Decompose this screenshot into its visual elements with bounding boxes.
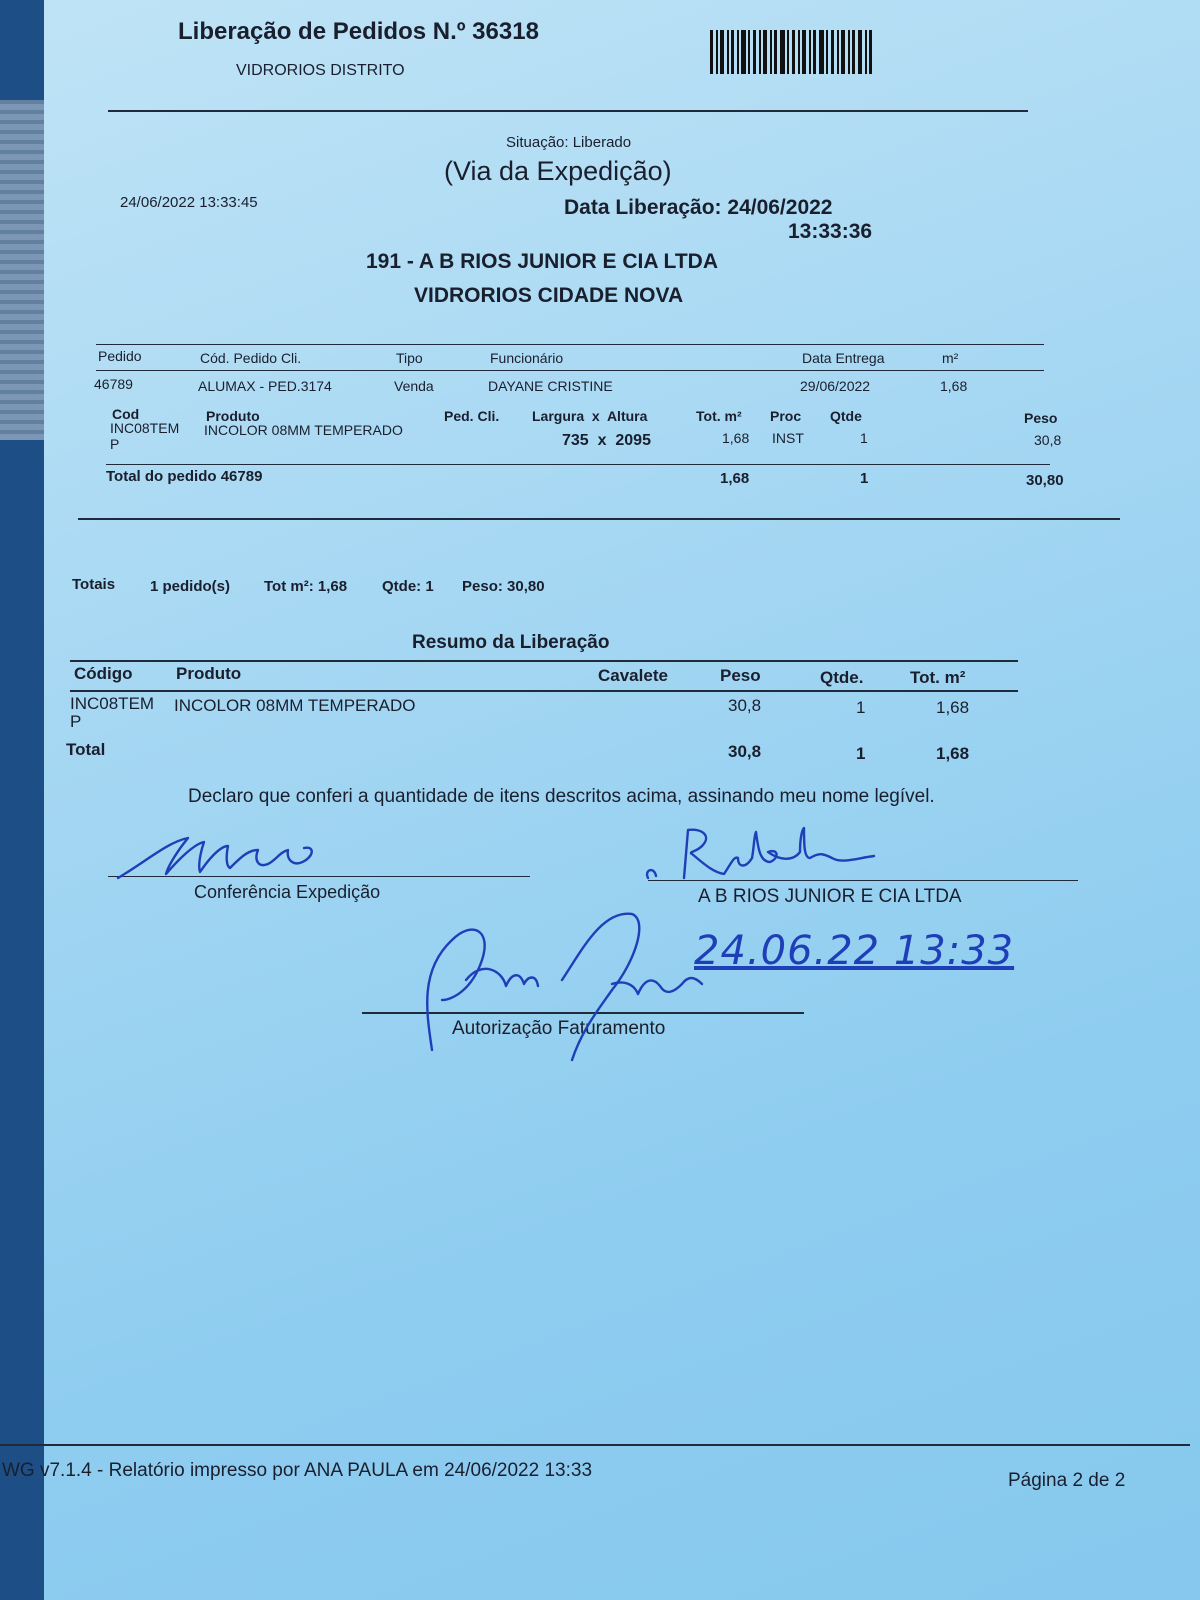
summary-cod-line2: P xyxy=(70,712,82,731)
copy-label: (Via da Expedição) xyxy=(444,156,672,186)
footer-page-number: Página 2 de 2 xyxy=(1008,1470,1126,1491)
issuer-company: VIDRORIOS DISTRITO xyxy=(236,62,405,79)
summary-col-cavalete: Cavalete xyxy=(598,666,668,685)
item-tot-m2: 1,68 xyxy=(722,430,750,446)
summary-total-tot-m2: 1,68 xyxy=(936,744,970,763)
summary-col-qtde: Qtde. xyxy=(820,668,864,687)
order-header-line xyxy=(96,370,1044,371)
summary-top-line xyxy=(70,660,1018,662)
totals-qtde: Qtde: 1 xyxy=(382,578,434,595)
order-total-line xyxy=(106,464,1050,465)
item-col-ped-cli: Ped. Cli. xyxy=(444,408,500,424)
footer-line xyxy=(0,1444,1190,1446)
col-pedido: Pedido xyxy=(98,348,142,364)
item-col-tot-m2: Tot. m² xyxy=(696,408,742,424)
item-dimensions: 735 x 2095 xyxy=(562,432,651,449)
barcode xyxy=(710,30,872,74)
signature-right-handwritten xyxy=(642,818,902,888)
printed-timestamp: 24/06/2022 13:33:45 xyxy=(120,194,258,211)
totals-pedidos: 1 pedido(s) xyxy=(150,578,231,595)
signature-left-handwritten xyxy=(108,820,348,890)
summary-title: Resumo da Liberação xyxy=(412,632,610,653)
header-divider xyxy=(108,110,1028,112)
summary-tot-m2: 1,68 xyxy=(936,698,970,717)
signature-label-left: Conferência Expedição xyxy=(194,882,381,902)
client-store: VIDRORIOS CIDADE NOVA xyxy=(414,284,684,307)
summary-col-codigo: Código xyxy=(74,664,133,683)
col-m2: m² xyxy=(942,350,959,366)
release-date: Data Liberação: 24/06/2022 xyxy=(564,196,833,219)
order-funcionario: DAYANE CRISTINE xyxy=(488,378,613,394)
col-cod-pedido-cli: Cód. Pedido Cli. xyxy=(200,350,302,366)
item-produto: INCOLOR 08MM TEMPERADO xyxy=(204,422,403,438)
footer-report-info: WG v7.1.4 - Relatório impresso por ANA PAULA em 24/06/2022 13:33 xyxy=(2,1460,593,1481)
signature-label-right: A B RIOS JUNIOR E CIA LTDA xyxy=(698,886,962,907)
order-data-entrega: 29/06/2022 xyxy=(800,378,871,394)
order-section-bottom-line xyxy=(78,518,1120,520)
document-page xyxy=(2,0,1200,1600)
item-col-produto: Produto xyxy=(206,408,260,424)
summary-total-qtde: 1 xyxy=(856,744,866,763)
signature-center-handwritten xyxy=(412,900,712,1065)
summary-col-peso: Peso xyxy=(720,666,761,685)
document-title: Liberação de Pedidos N.º 36318 xyxy=(178,18,539,45)
order-pedido: 46789 xyxy=(94,376,133,392)
order-total-peso: 30,80 xyxy=(1026,472,1064,489)
item-col-peso: Peso xyxy=(1024,410,1058,426)
totals-m2: Tot m²: 1,68 xyxy=(264,578,348,595)
order-m2: 1,68 xyxy=(940,378,968,394)
summary-peso: 30,8 xyxy=(728,696,762,715)
order-total-m2: 1,68 xyxy=(720,470,750,487)
declaration-text: Declaro que conferi a quantidade de itens descritos acima, assinando meu nome legível. xyxy=(188,786,935,807)
summary-cod-line1: INC08TEM xyxy=(70,694,155,713)
summary-total-peso: 30,8 xyxy=(728,742,762,761)
col-funcionario: Funcionário xyxy=(490,350,564,366)
order-tipo: Venda xyxy=(394,378,434,394)
col-tipo: Tipo xyxy=(396,350,423,366)
totals-peso: Peso: 30,80 xyxy=(462,578,545,595)
totals-label: Totais xyxy=(72,576,116,593)
item-peso: 30,8 xyxy=(1034,432,1062,448)
release-time: 13:33:36 xyxy=(788,220,873,243)
order-total-label: Total do pedido 46789 xyxy=(106,468,263,485)
item-cod-line1: INC08TEM xyxy=(110,420,180,436)
item-qtde: 1 xyxy=(860,430,868,446)
summary-col-produto: Produto xyxy=(176,664,242,683)
order-total-qtde: 1 xyxy=(860,470,869,487)
order-table-top-line xyxy=(96,344,1044,345)
item-cod-line2: P xyxy=(110,436,120,452)
item-col-proc: Proc xyxy=(770,408,802,424)
summary-produto: INCOLOR 08MM TEMPERADO xyxy=(174,696,416,715)
item-proc: INST xyxy=(772,430,804,446)
signature-label-center: Autorização Faturamento xyxy=(452,1018,666,1039)
order-cod-cli: ALUMAX - PED.3174 xyxy=(198,378,332,394)
item-col-cod: Cod xyxy=(112,406,140,422)
item-col-dimensions: Largura x Altura xyxy=(532,408,648,424)
summary-qtde: 1 xyxy=(856,698,866,717)
col-data-entrega: Data Entrega xyxy=(802,350,885,366)
photo-background-edge xyxy=(0,100,48,440)
handwritten-date: 24.06.22 13:33 xyxy=(694,928,1015,974)
summary-header-line xyxy=(70,690,1018,692)
client-name: 191 - A B RIOS JUNIOR E CIA LTDA xyxy=(366,250,718,273)
item-col-qtde: Qtde xyxy=(830,408,862,424)
summary-total-label: Total xyxy=(66,740,106,759)
summary-col-tot-m2: Tot. m² xyxy=(910,668,966,687)
status-text: Situação: Liberado xyxy=(506,134,632,151)
